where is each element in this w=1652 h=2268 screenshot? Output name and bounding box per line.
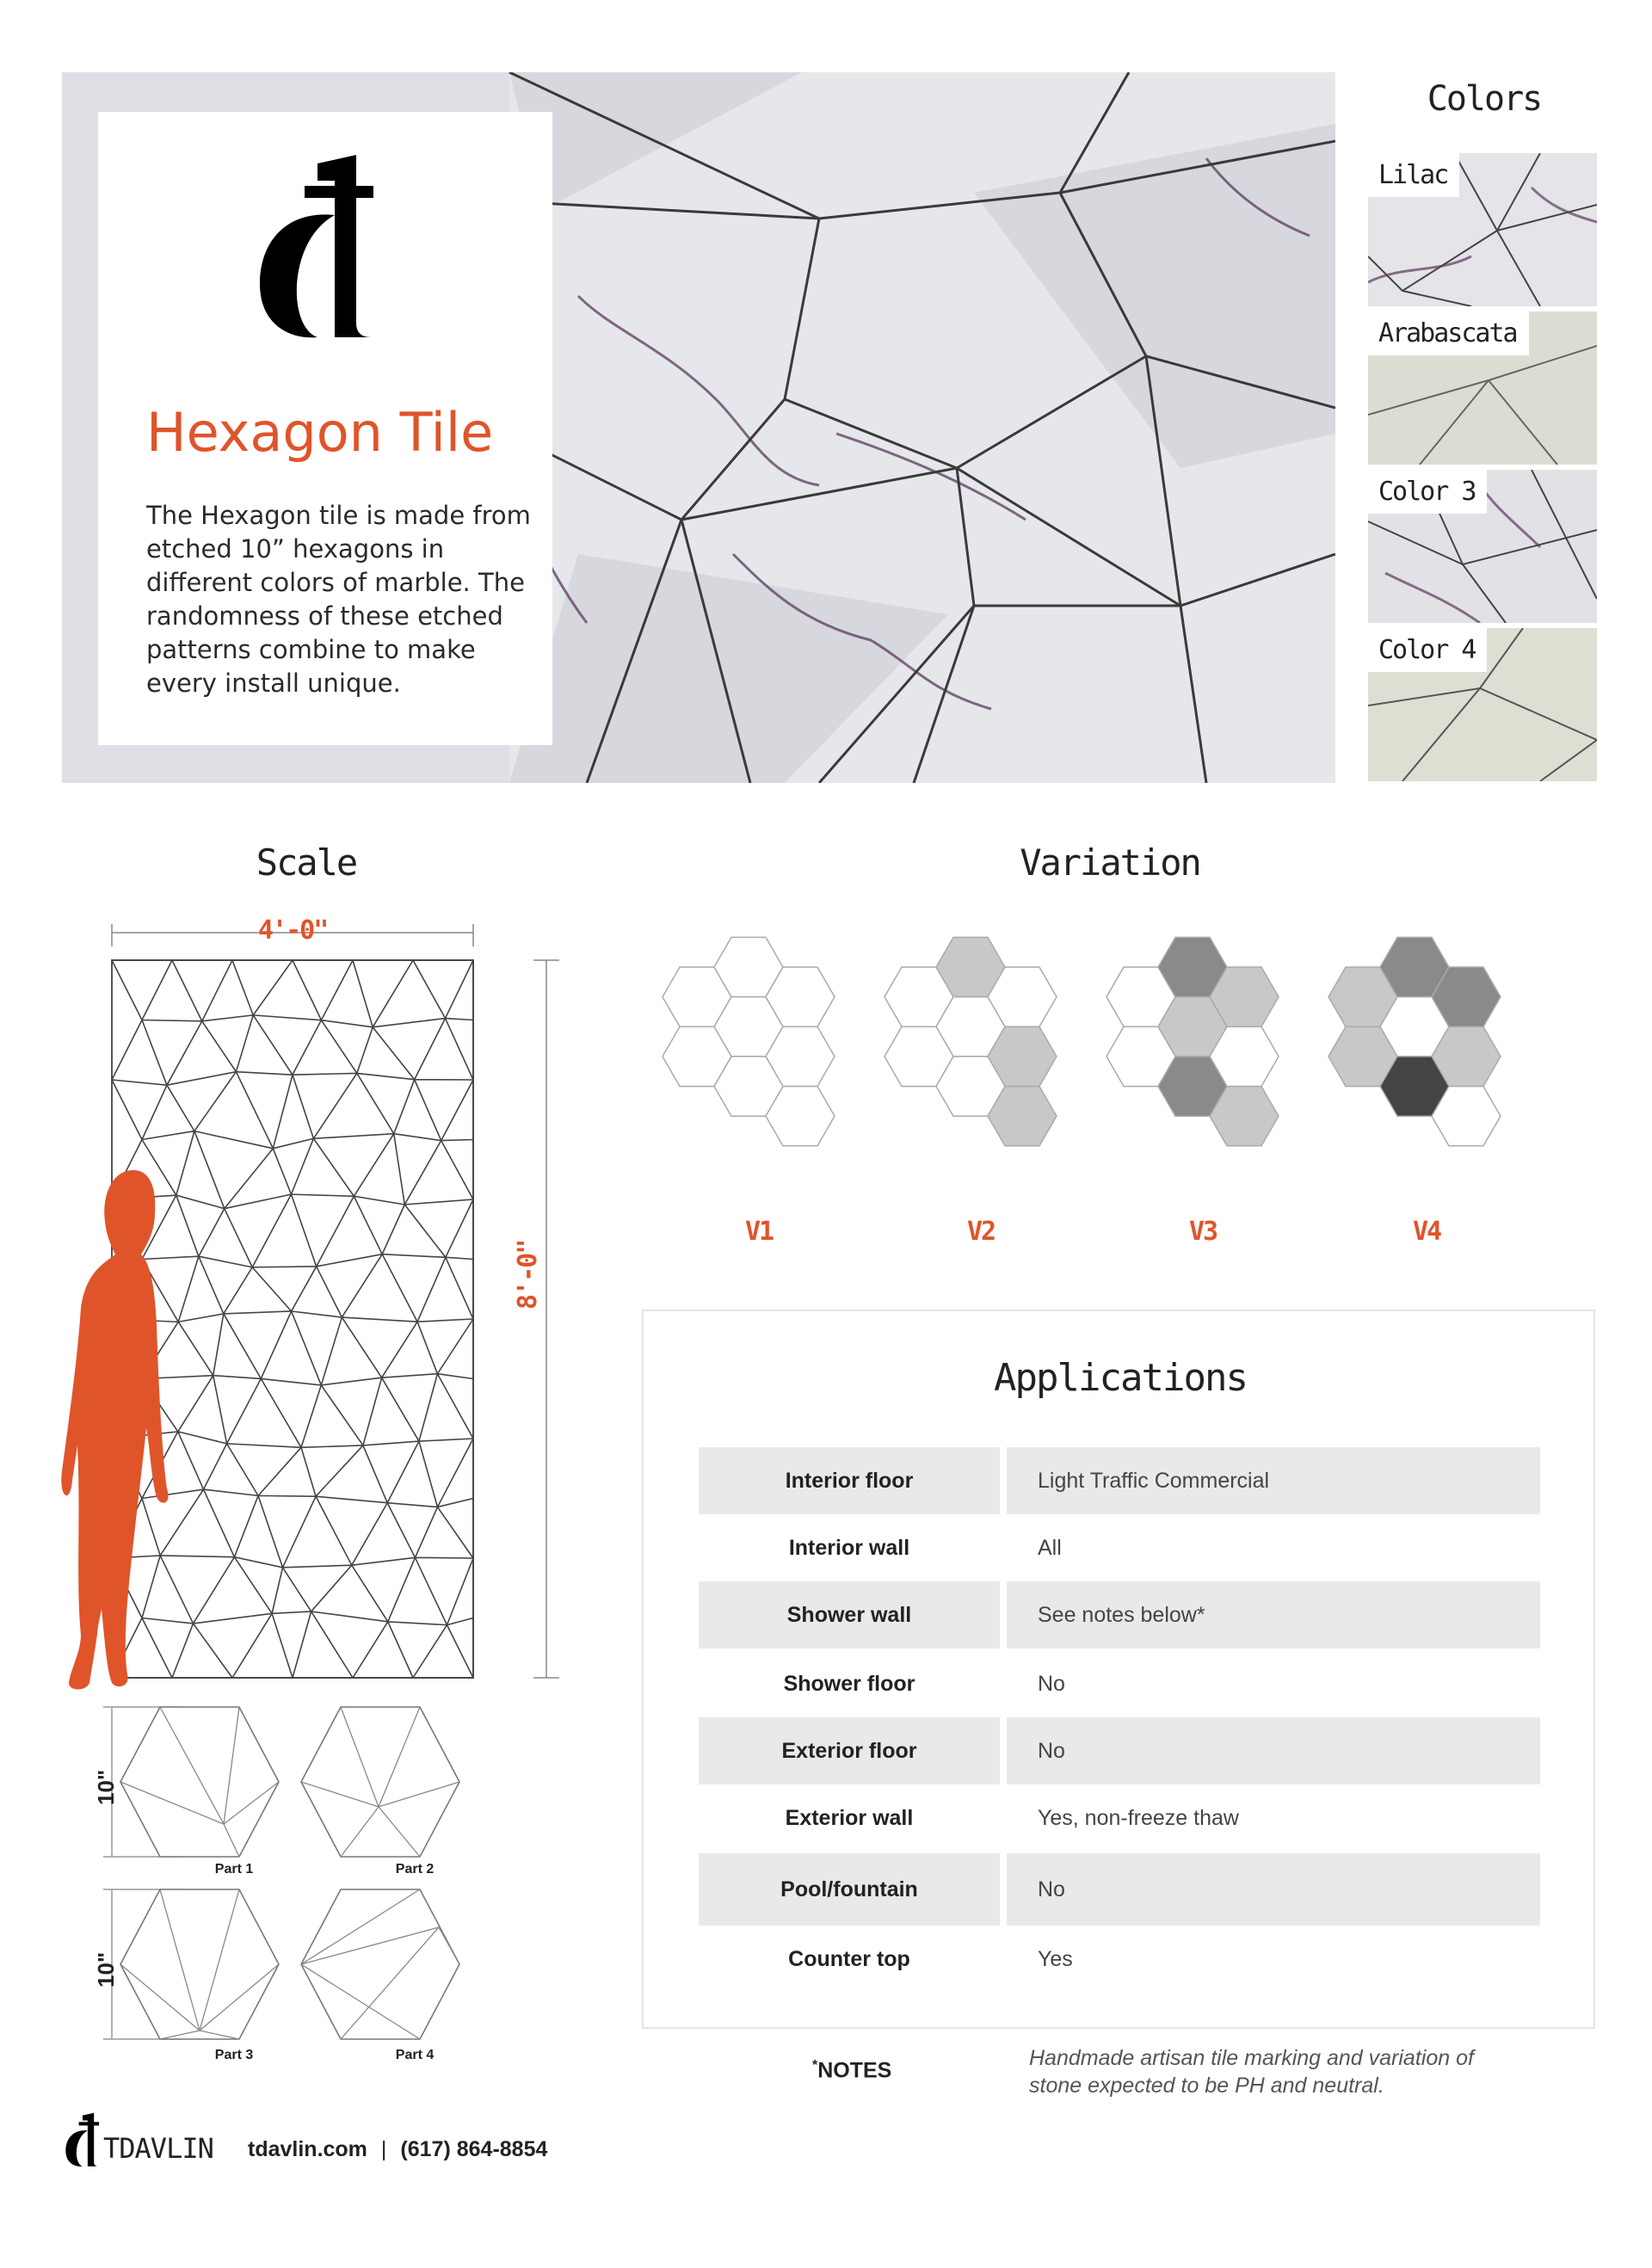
use-cell: Shower wall <box>699 1581 1000 1649</box>
use-cell: Interior wall <box>788 1535 910 1560</box>
rating-cell: All <box>1038 1535 1062 1560</box>
variation-title: Variation <box>1020 841 1200 884</box>
use-cell: Exterior floor <box>699 1717 1000 1784</box>
table-row <box>699 1650 1540 1717</box>
rating-cell: Yes <box>1038 1946 1073 1971</box>
variant-label: V1 <box>744 1217 774 1247</box>
notes-text: Handmade artisan tile marking and variation of stone expected to be PH and neutral. <box>1029 2046 1474 2098</box>
product-description: The Hexagon tile is made from etched 10” hexagons in different colors of marble. The randomness of these etched patterns combine to make every install unique. <box>146 501 531 698</box>
phone-number[interactable]: (617) 864-8854 <box>400 2137 548 2161</box>
swatch-label: Lilac <box>1368 153 1459 197</box>
notes-heading: NOTES <box>817 2058 892 2083</box>
rating-cell: No <box>1007 1853 1540 1926</box>
table-row <box>699 1853 1540 1926</box>
table-row <box>699 1447 1540 1514</box>
table-row <box>699 1514 1540 1581</box>
applications-panel <box>642 1310 1595 2029</box>
notes-label <box>812 2058 891 2083</box>
applications-title: Applications <box>994 1356 1247 1400</box>
footer-brand: TDAVLIN <box>103 2132 213 2165</box>
rating-cell: Light Traffic Commercial <box>1007 1447 1540 1514</box>
part-size-label: 10" <box>93 1951 119 1988</box>
swatch-label: Color 3 <box>1368 470 1487 514</box>
variant-label: V2 <box>966 1217 996 1247</box>
variation-diagrams <box>654 929 1523 1192</box>
height-dimension-label: 8'-0" <box>513 1240 543 1310</box>
footer-separator: | <box>380 2137 387 2161</box>
swatch-label: Color 4 <box>1368 628 1487 672</box>
color-swatch-lilac[interactable] <box>1368 153 1597 306</box>
width-dimension-label: 4'-0" <box>258 915 328 946</box>
brand-logo <box>253 155 382 348</box>
footer-contact <box>248 2137 547 2162</box>
variant-label: V3 <box>1188 1217 1217 1247</box>
table-row <box>699 1581 1540 1649</box>
use-cell: Exterior wall <box>785 1805 914 1830</box>
table-row <box>699 1784 1540 1852</box>
table-row <box>699 1717 1540 1784</box>
color-swatch-color-3[interactable] <box>1368 470 1597 623</box>
use-cell: Counter top <box>788 1946 910 1971</box>
rating-cell: No <box>1007 1717 1540 1784</box>
product-title: Hexagon Tile <box>146 401 494 464</box>
rating-cell: See notes below* <box>1007 1581 1540 1649</box>
table-row <box>699 1926 1540 1993</box>
scale-diagram <box>52 912 585 2082</box>
variation-hex-grids <box>654 929 1523 1187</box>
website-link[interactable]: tdavlin.com <box>248 2137 367 2161</box>
swatch-label: Arabascata <box>1368 311 1529 355</box>
rating-cell: No <box>1038 1671 1065 1696</box>
color-swatch-arabascata[interactable] <box>1368 311 1597 465</box>
intro-card <box>98 112 552 745</box>
colors-title: Colors <box>1427 79 1542 119</box>
scale-drawing <box>52 912 585 2082</box>
part-label: Part 3 <box>214 2048 254 2062</box>
footer-logo <box>64 2111 102 2174</box>
notes-marker: * <box>812 2058 818 2073</box>
scale-title: Scale <box>256 841 357 884</box>
use-cell: Interior floor <box>699 1447 1000 1514</box>
part-label: Part 2 <box>395 1862 435 1877</box>
part-size-label: 10" <box>93 1769 119 1805</box>
part-label: Part 4 <box>395 2048 435 2062</box>
use-cell: Shower floor <box>783 1671 915 1696</box>
variant-label: V4 <box>1412 1217 1441 1247</box>
part-label: Part 1 <box>214 1862 254 1877</box>
rating-cell: Yes, non-freeze thaw <box>1038 1805 1239 1830</box>
use-cell: Pool/fountain <box>699 1853 1000 1926</box>
color-swatch-color-4[interactable] <box>1368 628 1597 781</box>
